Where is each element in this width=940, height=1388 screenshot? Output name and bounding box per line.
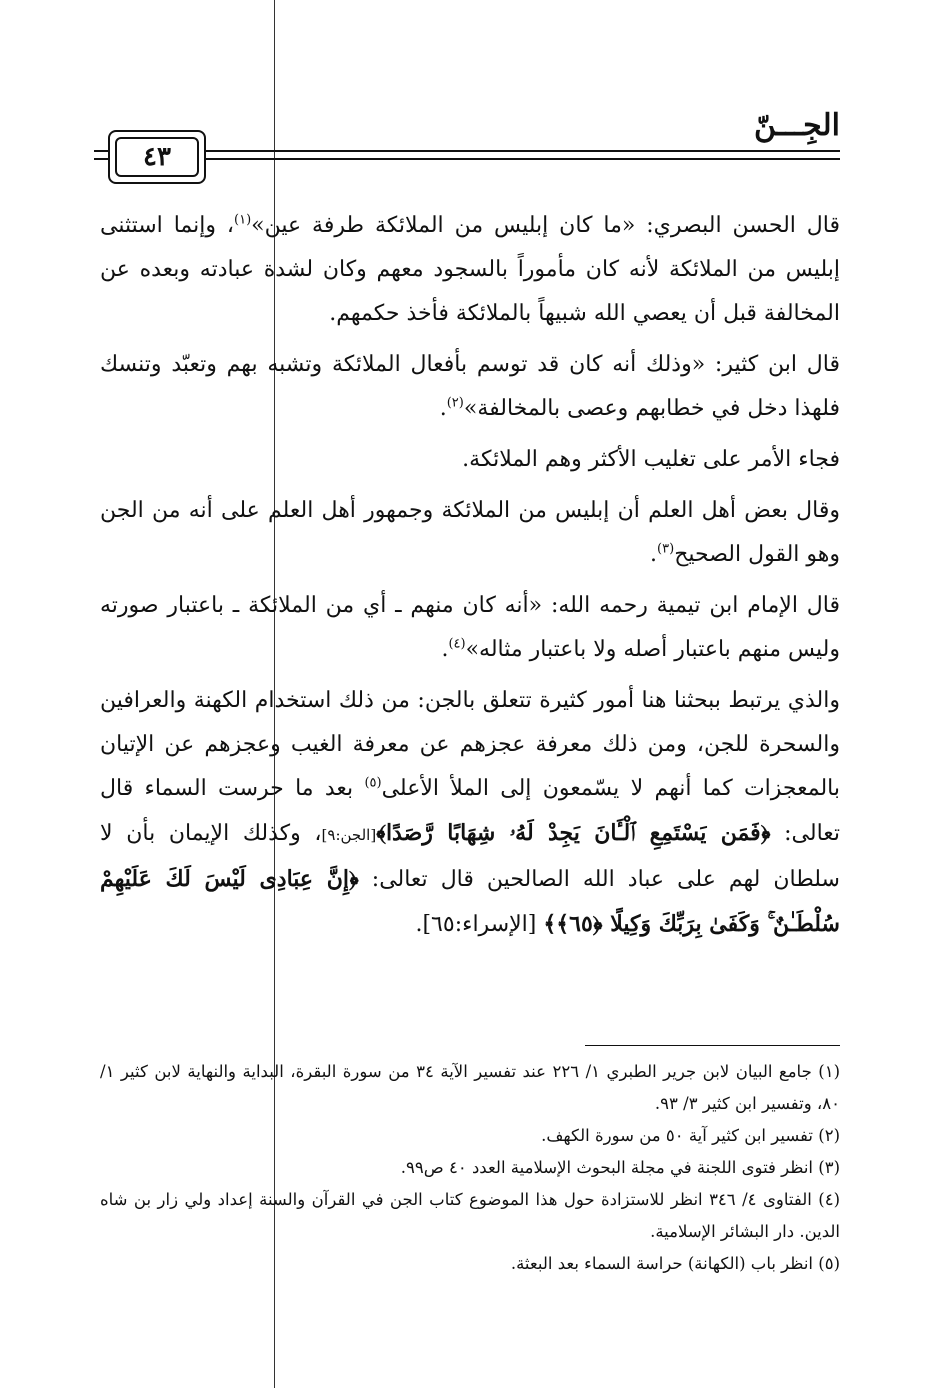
header-double-rule <box>206 150 840 160</box>
paragraph-1: قال الحسن البصري: «ما كان إبليس من الملائكة طرفة عين»$^{(١)}$، وإنما استثنى إبليس من الملائكة لأنه كان مأموراً بالسجود معهم وكان لشدة عبادته وبعده عن المخالفة قبل أن يعصي الله شبيهاً بالملائكة فأخذ حكمهم. <box>100 212 841 326</box>
page-number-frame <box>108 130 206 184</box>
footnote-separator <box>585 1045 840 1046</box>
paragraph-2: قال ابن كثير: «وذلك أنه كان قد توسم بأفعال الملائكة وتشبه بهم وتعبّد وتنسك فلهذا دخل في خطابهم وعصى بالمخالفة»$^{(٢)}$. <box>100 352 840 421</box>
footnote-2: (٢) تفسير ابن كثير آية ٥٠ من سورة الكهف. <box>541 1126 840 1145</box>
footnote-ref-3: (٣) <box>657 541 675 557</box>
paragraph-6: والذي يرتبط ببحثنا هنا أمور كثيرة تتعلق بالجن: من ذلك استخدام الكهنة والعرافين والسحرة للجن، ومن ذلك معرفة عجزهم عن معرفة الغيب وعجزهم عن الإتيان بالمعجزات كما أنهم لا يسّمعون إلى الملأ الأعلى$^{(٥)}$ بعد ما حرست السماء قال تعالى: ﴿فَمَن يَسْتَمِعِ ٱلْـَٔانَ يَجِدْ لَهُۥ شِهَابًا رَّصَدًا﴾[الجن:٩]، وكذلك الإيمان بأن لا سلطان لهم على عباد الله الصالحين قال تعالى: ﴿إِنَّ عِبَادِى لَيْسَ لَكَ عَلَيْهِمْ سُلْطَـٰنٌ ۚ وَكَفَىٰ بِرَبِّكَ وَكِيلًا ﴿٦٥﴾﴾ [الإسراء:٦٥]. <box>100 688 841 937</box>
header-double-rule-left <box>94 150 108 160</box>
footnote-ref-1: (١) <box>234 212 252 228</box>
footnote-4: (٤) الفتاوى ٤/ ٣٤٦ انظر للاستزادة حول هذا الموضوع كتاب الجن في القرآن والسنة إعداد ولي زار بن شاه الدين. دار البشائر الإسلامية. <box>100 1190 840 1241</box>
verse-reference-1: [الجن:٩] <box>321 826 377 844</box>
main-text <box>100 204 840 954</box>
paragraph-3: فجاء الأمر على تغليب الأكثر وهم الملائكة. <box>462 447 840 472</box>
footnote-3: (٣) انظر فتوى اللجنة في مجلة البحوث الإسلامية العدد ٤٠ ص٩٩. <box>400 1158 840 1177</box>
footnote-5: (٥) انظر باب (الكهانة) حراسة السماء بعد البعثة. <box>510 1254 840 1273</box>
paragraph-5: قال الإمام ابن تيمية رحمه الله: «أنه كان منهم ـ أي من الملائكة ـ باعتبار صورته وليس منهم باعتبار أصله ولا باعتبار مثاله»$^{(٤)}$. <box>100 593 840 662</box>
quran-verse-1: ﴿فَمَن يَسْتَمِعِ ٱلْـَٔانَ يَجِدْ لَهُۥ شِهَابًا رَّصَدًا﴾ <box>376 820 771 846</box>
footnote-ref-2: (٢) <box>446 395 464 411</box>
running-title: الجِـــنّ <box>753 108 840 143</box>
paragraph-4: وقال بعض أهل العلم أن إبليس من الملائكة وجمهور أهل العلم على أنه من الجن وهو القول الصحيح$^{(٣)}$. <box>100 498 840 567</box>
footnote-ref-5: (٥) <box>364 775 382 791</box>
page-number: ٤٣ <box>115 137 199 177</box>
footnote-1: (١) جامع البيان لابن جرير الطبري ١/ ٢٢٦ عند تفسير الآية ٣٤ من سورة البقرة، البداية والنهاية لابن كثير ١/ ٨٠، وتفسير ابن كثير ٣/ ٩٣. <box>100 1062 841 1113</box>
quran-verse-2: ﴿إِنَّ عِبَادِى لَيْسَ لَكَ عَلَيْهِمْ سُلْطَـٰنٌ ۚ وَكَفَىٰ بِرَبِّكَ وَكِيلًا ﴿٦٥﴾﴾ <box>100 866 840 937</box>
footnotes <box>100 1056 840 1280</box>
verse-reference-2: [الإسراء:٦٥]. <box>415 912 544 937</box>
footnote-ref-4: (٤) <box>448 636 466 652</box>
